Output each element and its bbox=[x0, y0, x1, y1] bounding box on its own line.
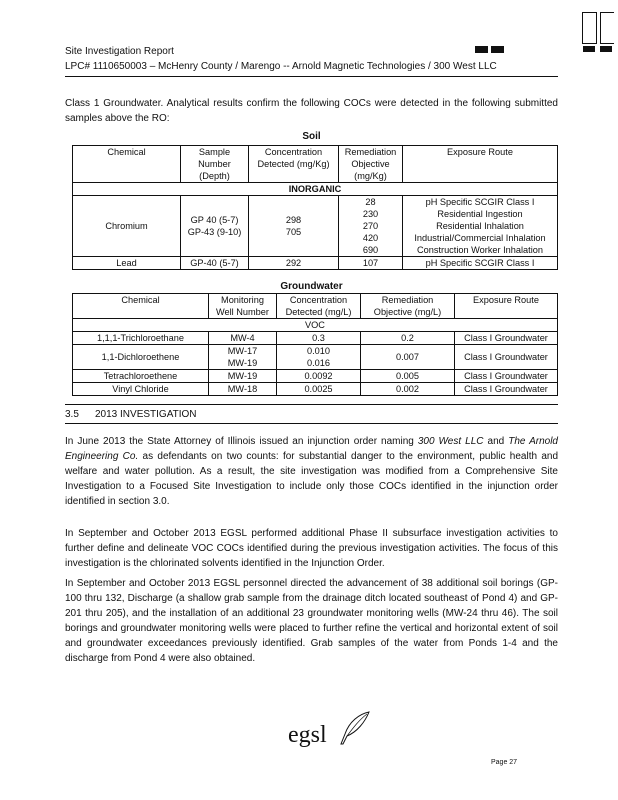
col-header-chemical: Chemical bbox=[73, 294, 209, 319]
sample-cell bbox=[181, 196, 249, 257]
sample-value: GP 40 (5-7) bbox=[190, 215, 239, 225]
concentration-cell bbox=[249, 196, 339, 257]
concentration-cell: 292 bbox=[249, 257, 339, 270]
objective-value: 420 bbox=[362, 233, 379, 243]
scan-corner-frame bbox=[600, 12, 614, 44]
objective-cell: 107 bbox=[339, 257, 403, 270]
scan-corner-block bbox=[600, 46, 612, 52]
objective-cell bbox=[339, 196, 403, 257]
text-run: and bbox=[483, 436, 509, 447]
sample-value: GP-43 (9-10) bbox=[187, 227, 242, 237]
objective-value: 230 bbox=[362, 209, 379, 219]
paragraph-phase-ii: In September and October 2013 EGSL performed additional Phase II subsurface investigation activities to further define and delineate VOC COCs identified during the previous investigation activities. The focus of this investigation is the chlorinated solvents identified in the Injunction Order. bbox=[65, 528, 558, 569]
party-name: 300 West LLC bbox=[417, 436, 484, 447]
route-cell: Class I Groundwater bbox=[455, 370, 558, 383]
well-value: MW-17 bbox=[227, 346, 258, 356]
soil-table-header-row bbox=[73, 146, 558, 183]
col-header-remediation-objective: Remediation Objective (mg/L) bbox=[361, 294, 455, 319]
col-header-remediation-objective: Remediation Objective (mg/Kg) bbox=[339, 146, 403, 183]
page-number: Page 27 bbox=[491, 759, 518, 766]
objective-value: 28 bbox=[365, 197, 376, 207]
soil-table-title: Soil bbox=[302, 131, 321, 142]
chemical-cell: Vinyl Chloride bbox=[73, 383, 209, 396]
route-cell bbox=[403, 196, 558, 257]
groundwater-group-row bbox=[73, 319, 558, 332]
table-row bbox=[73, 370, 558, 383]
sample-cell: GP-40 (5-7) bbox=[181, 257, 249, 270]
scan-mark bbox=[475, 46, 488, 53]
section-number: 3.5 bbox=[65, 409, 79, 420]
col-header-concentration: Concentration Detected (mg/L) bbox=[277, 294, 361, 319]
concentration-value: 0.010 bbox=[307, 346, 330, 356]
route-value: Construction Worker Inhalation bbox=[417, 245, 543, 255]
well-cell: MW-4 bbox=[209, 332, 277, 345]
groundwater-table-title: Groundwater bbox=[280, 281, 343, 292]
objective-value: 270 bbox=[362, 221, 379, 231]
section-title: 2013 INVESTIGATION bbox=[95, 409, 197, 420]
table-row bbox=[73, 257, 558, 270]
concentration-value: 0.016 bbox=[307, 358, 330, 368]
intro-paragraph: Class 1 Groundwater. Analytical results confirm the following COCs were detected in the following submitted samples above the RO: bbox=[65, 98, 558, 124]
table-row bbox=[73, 196, 558, 257]
header-divider bbox=[65, 76, 558, 77]
well-value: MW-19 bbox=[227, 358, 258, 368]
objective-cell: 0.2 bbox=[361, 332, 455, 345]
concentration-cell: 0.0025 bbox=[277, 383, 361, 396]
chemical-cell: Lead bbox=[73, 257, 181, 270]
quill-feather-icon bbox=[335, 710, 371, 751]
objective-cell: 0.007 bbox=[361, 345, 455, 370]
egsl-logo-text: egsl bbox=[288, 722, 327, 748]
well-cell: MW-18 bbox=[209, 383, 277, 396]
col-header-concentration: Concentration Detected (mg/Kg) bbox=[249, 146, 339, 183]
section-heading bbox=[65, 409, 197, 420]
text-run: In June 2013 the State Attorney of Illinois issued an injunction order naming bbox=[65, 436, 418, 447]
route-cell: Class I Groundwater bbox=[455, 383, 558, 396]
section-top-rule bbox=[65, 404, 558, 405]
report-subtitle: LPC# 1110650003 – McHenry County / Marengo -- Arnold Magnetic Technologies / 300 West LLC bbox=[65, 61, 497, 72]
groundwater-table bbox=[72, 293, 558, 396]
route-cell: pH Specific SCGIR Class I bbox=[403, 257, 558, 270]
route-cell: Class I Groundwater bbox=[455, 332, 558, 345]
table-row bbox=[73, 383, 558, 396]
concentration-cell bbox=[277, 345, 361, 370]
concentration-cell: 0.3 bbox=[277, 332, 361, 345]
scan-artifact-marks bbox=[475, 40, 507, 58]
col-header-exposure-route: Exposure Route bbox=[403, 146, 558, 183]
scan-mark bbox=[491, 46, 504, 53]
paragraph-injunction bbox=[65, 434, 558, 509]
scan-corner-block bbox=[583, 46, 595, 52]
soil-group-row bbox=[73, 183, 558, 196]
text-run: as defendants on two counts: for substantial danger to the environment, public health and welfare and water pollution. As a result, the site investigation was modified from a Comprehensive Site Investigation to a Focused Site Investigation to include only those COCs identified in the injunction order identified in section 3.0. bbox=[65, 451, 559, 507]
report-title: Site Investigation Report bbox=[65, 46, 174, 57]
objective-value: 690 bbox=[362, 245, 379, 255]
chemical-cell: Chromium bbox=[73, 196, 181, 257]
table-row bbox=[73, 345, 558, 370]
col-header-well-number: Monitoring Well Number bbox=[209, 294, 277, 319]
section-bottom-rule bbox=[65, 423, 558, 424]
well-cell bbox=[209, 345, 277, 370]
groundwater-table-header-row bbox=[73, 294, 558, 319]
route-value: Residential Ingestion bbox=[437, 209, 523, 219]
party-name: The Arnold Engineering Co. bbox=[65, 436, 558, 462]
col-header-exposure-route: Exposure Route bbox=[455, 294, 558, 319]
soil-table bbox=[72, 145, 558, 270]
paragraph-soil-borings: In September and October 2013 EGSL personnel directed the advancement of 38 additional soil borings (GP-100 thru 132, Discharge (a shallow grab sample from the drainage ditch located southeast of Pond 4) and GP-201 thru 205), and the installation of an additional 23 groundwater monitoring wells (MW-24 thru 46). The soil borings and groundwater monitoring wells were placed to further refine the vertical and horizontal extent of soil and groundwater exceedances previously identified. Grab samples of the water from Ponds 1-4 and the discharge from Pond 4 were also obtained. bbox=[65, 578, 558, 664]
concentration-cell: 0.0092 bbox=[277, 370, 361, 383]
scan-corner-frame bbox=[582, 12, 597, 44]
route-value: Industrial/Commercial Inhalation bbox=[414, 233, 546, 243]
well-cell: MW-19 bbox=[209, 370, 277, 383]
group-label-voc: VOC bbox=[73, 319, 558, 332]
route-value: pH Specific SCGIR Class I bbox=[425, 197, 535, 207]
concentration-value: 705 bbox=[285, 227, 302, 237]
table-row bbox=[73, 332, 558, 345]
col-header-sample-number: Sample Number (Depth) bbox=[181, 146, 249, 183]
concentration-value: 298 bbox=[285, 215, 302, 225]
chemical-cell: 1,1-Dichloroethene bbox=[73, 345, 209, 370]
chemical-cell: Tetrachloroethene bbox=[73, 370, 209, 383]
route-value: Residential Inhalation bbox=[436, 221, 524, 231]
col-header-chemical: Chemical bbox=[73, 146, 181, 183]
objective-cell: 0.002 bbox=[361, 383, 455, 396]
route-cell: Class I Groundwater bbox=[455, 345, 558, 370]
chemical-cell: 1,1,1-Trichloroethane bbox=[73, 332, 209, 345]
objective-cell: 0.005 bbox=[361, 370, 455, 383]
group-label-inorganic: INORGANIC bbox=[73, 183, 558, 196]
